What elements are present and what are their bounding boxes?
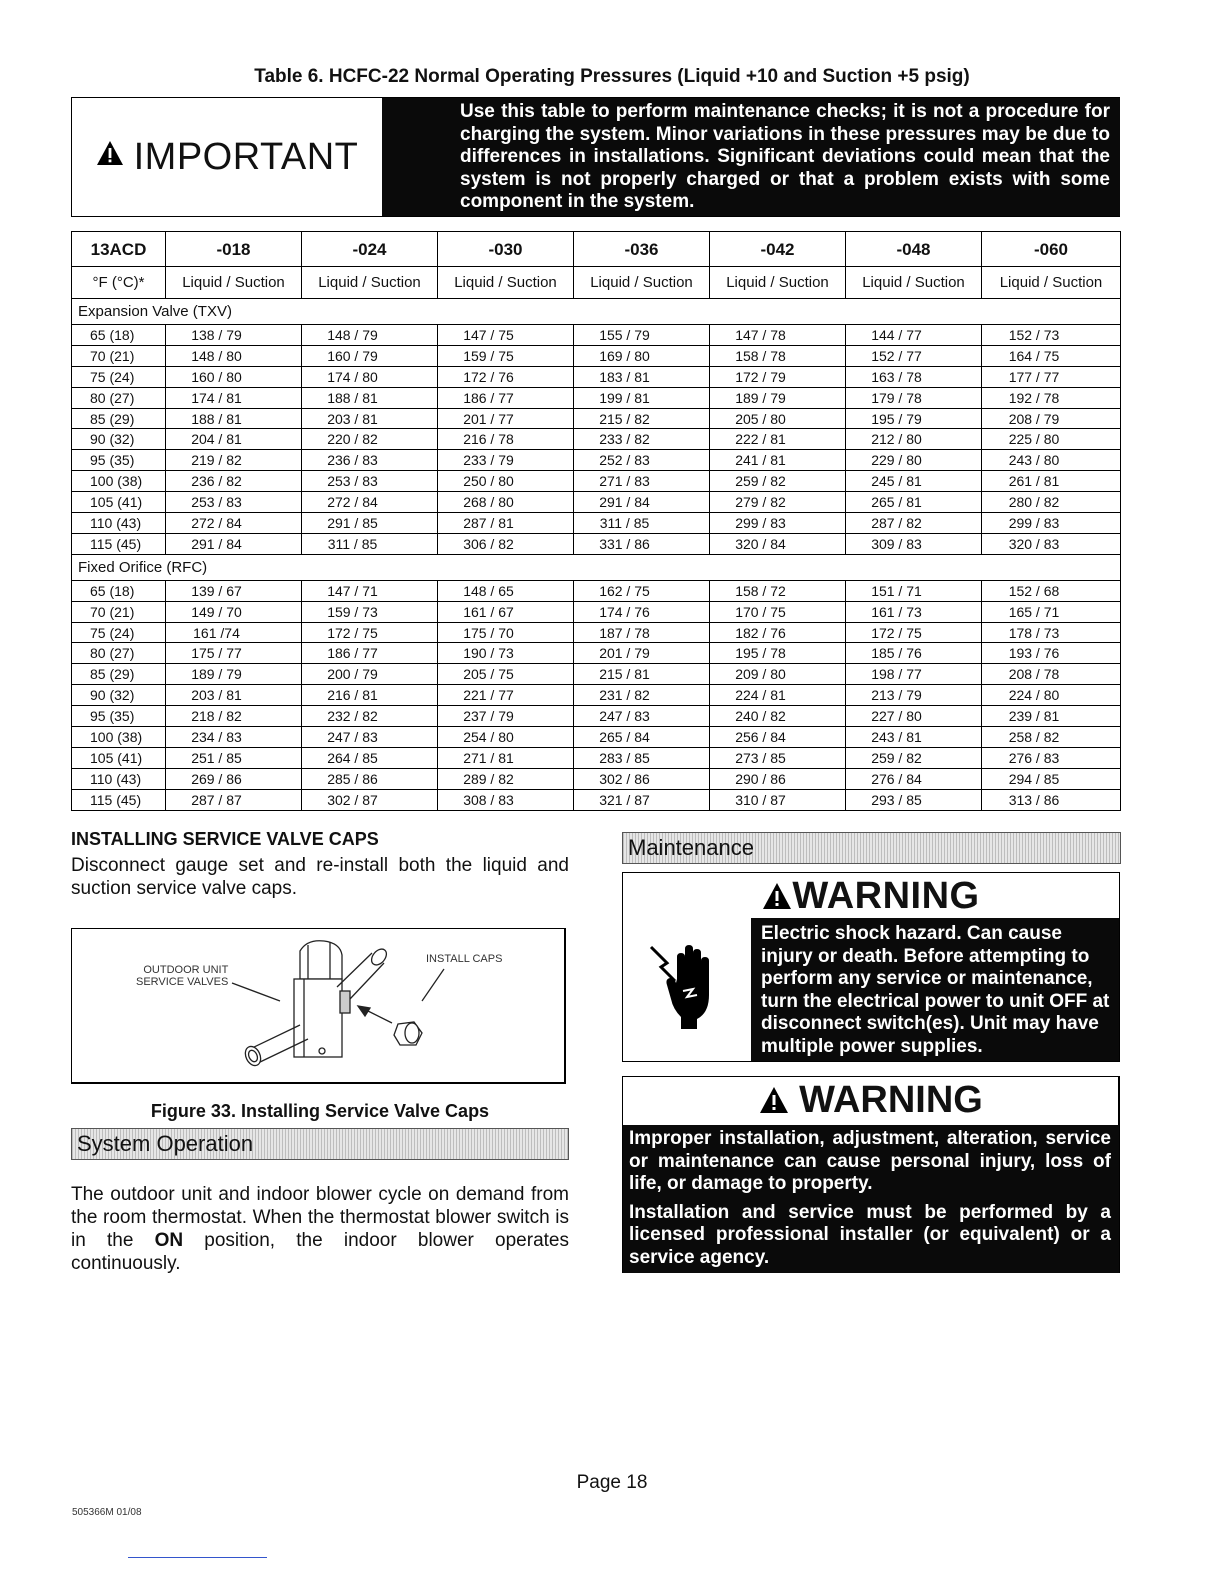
pressure-cell: 253 / 83 [302, 471, 438, 492]
liquid-suction-header: Liquid / Suction [710, 267, 846, 299]
pressure-cell: 299 / 83 [982, 513, 1121, 534]
pressure-cell: 178 / 73 [982, 622, 1121, 643]
pressure-cell: 139 / 67 [166, 580, 302, 601]
model-header: 13ACD [72, 232, 166, 267]
table-row [72, 513, 1121, 534]
pressure-cell: 240 / 82 [710, 706, 846, 727]
column-header: -024 [302, 232, 438, 267]
table-row [72, 727, 1121, 748]
pressure-cell: 273 / 85 [710, 747, 846, 768]
pressure-cell: 175 / 70 [438, 622, 574, 643]
pressure-cell: 261 / 81 [982, 471, 1121, 492]
valve-illustration [72, 929, 565, 1083]
pressure-cell: 302 / 87 [302, 789, 438, 810]
pressure-cell: 293 / 85 [846, 789, 982, 810]
column-header: -048 [846, 232, 982, 267]
pressure-cell: 320 / 83 [982, 533, 1121, 554]
pressure-cell: 276 / 84 [846, 768, 982, 789]
pressure-cell: 195 / 78 [710, 643, 846, 664]
temperature-cell: 75 (24) [72, 366, 166, 387]
pressure-cell: 229 / 80 [846, 450, 982, 471]
table-row [72, 789, 1121, 810]
pressure-cell: 220 / 82 [302, 429, 438, 450]
table-row [72, 622, 1121, 643]
pressure-cell: 331 / 86 [574, 533, 710, 554]
table-section-row [72, 554, 1121, 580]
pressure-cell: 188 / 81 [302, 387, 438, 408]
column-header: -018 [166, 232, 302, 267]
page-number: Page 18 [576, 1472, 648, 1493]
table-row [72, 768, 1121, 789]
table-row [72, 664, 1121, 685]
pressure-table [71, 231, 1121, 811]
pressure-cell: 311 / 85 [302, 533, 438, 554]
pressure-cell: 190 / 73 [438, 643, 574, 664]
pressure-cell: 138 / 79 [166, 325, 302, 346]
pressure-cell: 310 / 87 [710, 789, 846, 810]
pressure-cell: 313 / 86 [982, 789, 1121, 810]
pressure-cell: 299 / 83 [710, 513, 846, 534]
pressure-cell: 179 / 78 [846, 387, 982, 408]
pressure-cell: 254 / 80 [438, 727, 574, 748]
liquid-suction-header: Liquid / Suction [438, 267, 574, 299]
temperature-cell: 95 (35) [72, 706, 166, 727]
pressure-cell: 160 / 80 [166, 366, 302, 387]
pressure-cell: 155 / 79 [574, 325, 710, 346]
pressure-cell: 152 / 77 [846, 345, 982, 366]
pressure-cell: 195 / 79 [846, 408, 982, 429]
liquid-suction-header: Liquid / Suction [166, 267, 302, 299]
pressure-cell: 243 / 80 [982, 450, 1121, 471]
table-row [72, 366, 1121, 387]
pressure-cell: 291 / 85 [302, 513, 438, 534]
pressure-cell: 174 / 76 [574, 601, 710, 622]
pressure-cell: 177 / 77 [982, 366, 1121, 387]
warning1-title-text: WARNING [792, 875, 980, 917]
figure-label-left-1: OUTDOOR UNIT [143, 964, 229, 976]
temperature-cell: 90 (32) [72, 685, 166, 706]
pressure-cell: 232 / 82 [302, 706, 438, 727]
table-row [72, 408, 1121, 429]
pressure-cell: 213 / 79 [846, 685, 982, 706]
pressure-cell: 272 / 84 [166, 513, 302, 534]
pressure-cell: 302 / 86 [574, 768, 710, 789]
section-label: Fixed Orifice (RFC) [72, 554, 1121, 580]
temperature-cell: 115 (45) [72, 789, 166, 810]
pressure-cell: 245 / 81 [846, 471, 982, 492]
improper-installation-warning [622, 1076, 1120, 1273]
table-row [72, 492, 1121, 513]
system-operation-on: ON [154, 1230, 184, 1251]
pressure-cell: 291 / 84 [574, 492, 710, 513]
warning-triangle-icon [759, 1079, 799, 1121]
pressure-cell: 241 / 81 [710, 450, 846, 471]
pressure-cell: 208 / 78 [982, 664, 1121, 685]
temperature-cell: 80 (27) [72, 387, 166, 408]
pressure-cell: 172 / 79 [710, 366, 846, 387]
temperature-cell: 105 (41) [72, 492, 166, 513]
pressure-cell: 224 / 81 [710, 685, 846, 706]
pressure-cell: 258 / 82 [982, 727, 1121, 748]
column-header: -036 [574, 232, 710, 267]
table-row [72, 325, 1121, 346]
pressure-cell: 203 / 81 [302, 408, 438, 429]
column-header: -060 [982, 232, 1121, 267]
pressure-cell: 170 / 75 [710, 601, 846, 622]
pressure-cell: 203 / 81 [166, 685, 302, 706]
pressure-cell: 219 / 82 [166, 450, 302, 471]
figure-label-right: INSTALL CAPS [426, 953, 503, 965]
pressure-cell: 149 / 70 [166, 601, 302, 622]
table-row [72, 387, 1121, 408]
pressure-cell: 164 / 75 [982, 345, 1121, 366]
service-caps-heading: INSTALLING SERVICE VALVE CAPS [71, 829, 379, 849]
pressure-cell: 221 / 77 [438, 685, 574, 706]
pressure-cell: 236 / 82 [166, 471, 302, 492]
temperature-header: °F (°C)* [72, 267, 166, 299]
pressure-cell: 185 / 76 [846, 643, 982, 664]
electric-shock-warning [622, 872, 1120, 1062]
pressure-cell: 209 / 80 [710, 664, 846, 685]
warning1-text: Electric shock hazard. Can cause injury or death. Before attempting to perform any service or maintenance, turn the electrical power to unit OFF at disconnect switch(es). Unit may have multiple power supplies. [751, 918, 1119, 1061]
pressure-cell: 283 / 85 [574, 747, 710, 768]
pressure-cell: 253 / 83 [166, 492, 302, 513]
warning1-title [623, 875, 1119, 918]
pressure-cell: 271 / 81 [438, 747, 574, 768]
service-caps-text: Disconnect gauge set and re-install both the liquid and suction service valve caps. [71, 855, 569, 899]
table-subheader-row [72, 267, 1121, 299]
pressure-cell: 172 / 76 [438, 366, 574, 387]
pressure-cell: 159 / 75 [438, 345, 574, 366]
pressure-cell: 161 / 73 [846, 601, 982, 622]
temperature-cell: 85 (29) [72, 664, 166, 685]
table-row [72, 706, 1121, 727]
pressure-cell: 172 / 75 [846, 622, 982, 643]
pressure-cell: 205 / 75 [438, 664, 574, 685]
important-label-text: IMPORTANT [133, 135, 359, 178]
table-row [72, 533, 1121, 554]
pressure-cell: 269 / 86 [166, 768, 302, 789]
system-operation-heading: System Operation [71, 1128, 569, 1160]
pressure-cell: 259 / 82 [846, 747, 982, 768]
temperature-cell: 110 (43) [72, 768, 166, 789]
pressure-cell: 231 / 82 [574, 685, 710, 706]
warning-triangle-icon [96, 140, 124, 174]
temperature-cell: 65 (18) [72, 580, 166, 601]
pressure-cell: 144 / 77 [846, 325, 982, 346]
pressure-cell: 271 / 83 [574, 471, 710, 492]
pressure-cell: 158 / 78 [710, 345, 846, 366]
warning2-title [623, 1079, 1119, 1122]
pressure-cell: 148 / 65 [438, 580, 574, 601]
temperature-cell: 90 (32) [72, 429, 166, 450]
temperature-cell: 100 (38) [72, 471, 166, 492]
important-text: Use this table to perform maintenance checks; it is not a procedure for charging the system. Minor variations in these pressures may be due to differences in installations. Significant deviations could mean that the system is not properly charged or that a problem exists with some component in the system. [382, 98, 1120, 216]
pressure-cell: 243 / 81 [846, 727, 982, 748]
pressure-cell: 234 / 83 [166, 727, 302, 748]
important-label [72, 98, 382, 216]
pressure-cell: 227 / 80 [846, 706, 982, 727]
pressure-cell: 320 / 84 [710, 533, 846, 554]
pressure-cell: 289 / 82 [438, 768, 574, 789]
pressure-cell: 147 / 75 [438, 325, 574, 346]
pressure-cell: 186 / 77 [438, 387, 574, 408]
table-header-row [72, 232, 1121, 267]
warning2-title-text: WARNING [799, 1079, 983, 1121]
pressure-cell: 280 / 82 [982, 492, 1121, 513]
maintenance-heading: Maintenance [622, 832, 1121, 864]
temperature-cell: 95 (35) [72, 450, 166, 471]
pressure-cell: 205 / 80 [710, 408, 846, 429]
table-section-row [72, 299, 1121, 325]
pressure-cell: 224 / 80 [982, 685, 1121, 706]
figure-label-left-2: SERVICE VALVES [136, 976, 229, 988]
pressure-cell: 212 / 80 [846, 429, 982, 450]
electric-shock-hand-icon [643, 933, 733, 1038]
pressure-cell: 272 / 84 [302, 492, 438, 513]
temperature-cell: 75 (24) [72, 622, 166, 643]
temperature-cell: 65 (18) [72, 325, 166, 346]
pressure-cell: 189 / 79 [710, 387, 846, 408]
pressure-cell: 239 / 81 [982, 706, 1121, 727]
pressure-cell: 204 / 81 [166, 429, 302, 450]
table-row [72, 643, 1121, 664]
pressure-cell: 279 / 82 [710, 492, 846, 513]
important-notice [71, 97, 1120, 217]
pressure-cell: 158 / 72 [710, 580, 846, 601]
pressure-cell: 201 / 79 [574, 643, 710, 664]
pressure-cell: 308 / 83 [438, 789, 574, 810]
pressure-cell: 198 / 77 [846, 664, 982, 685]
pressure-cell: 199 / 81 [574, 387, 710, 408]
pressure-cell: 218 / 82 [166, 706, 302, 727]
pressure-cell: 251 / 85 [166, 747, 302, 768]
pressure-cell: 200 / 79 [302, 664, 438, 685]
pressure-cell: 152 / 68 [982, 580, 1121, 601]
pressure-cell: 165 / 71 [982, 601, 1121, 622]
pressure-cell: 256 / 84 [710, 727, 846, 748]
pressure-cell: 151 / 71 [846, 580, 982, 601]
table-row [72, 580, 1121, 601]
pressure-cell: 201 / 77 [438, 408, 574, 429]
table-row [72, 450, 1121, 471]
footer-rule [128, 1557, 267, 1558]
pressure-cell: 161 /74 [166, 622, 302, 643]
temperature-cell: 70 (21) [72, 345, 166, 366]
pressure-cell: 225 / 80 [982, 429, 1121, 450]
liquid-suction-header: Liquid / Suction [982, 267, 1121, 299]
pressure-cell: 152 / 73 [982, 325, 1121, 346]
pressure-cell: 236 / 83 [302, 450, 438, 471]
temperature-cell: 85 (29) [72, 408, 166, 429]
table-row [72, 471, 1121, 492]
pressure-cell: 287 / 87 [166, 789, 302, 810]
pressure-cell: 268 / 80 [438, 492, 574, 513]
pressure-cell: 208 / 79 [982, 408, 1121, 429]
pressure-cell: 290 / 86 [710, 768, 846, 789]
pressure-cell: 172 / 75 [302, 622, 438, 643]
pressure-cell: 247 / 83 [302, 727, 438, 748]
pressure-cell: 265 / 81 [846, 492, 982, 513]
temperature-cell: 110 (43) [72, 513, 166, 534]
figure-caption: Figure 33. Installing Service Valve Caps [150, 1101, 490, 1121]
temperature-cell: 70 (21) [72, 601, 166, 622]
pressure-cell: 147 / 78 [710, 325, 846, 346]
pressure-cell: 215 / 81 [574, 664, 710, 685]
pressure-cell: 222 / 81 [710, 429, 846, 450]
document-code: 505366M 01/08 [72, 1507, 142, 1518]
pressure-cell: 186 / 77 [302, 643, 438, 664]
system-operation-text-1: The outdoor unit and indoor blower cycle on demand from the room thermostat. When the thermostat blower switch is in the [71, 1184, 569, 1251]
table-title: Table 6. HCFC-22 Normal Operating Pressures (Liquid +10 and Suction +5 psig) [254, 66, 970, 87]
pressure-cell: 294 / 85 [982, 768, 1121, 789]
pressure-cell: 183 / 81 [574, 366, 710, 387]
pressure-cell: 174 / 81 [166, 387, 302, 408]
pressure-cell: 216 / 81 [302, 685, 438, 706]
temperature-cell: 115 (45) [72, 533, 166, 554]
pressure-cell: 321 / 87 [574, 789, 710, 810]
figure-service-valves [71, 928, 566, 1084]
pressure-cell: 264 / 85 [302, 747, 438, 768]
pressure-cell: 187 / 78 [574, 622, 710, 643]
pressure-cell: 161 / 67 [438, 601, 574, 622]
pressure-cell: 250 / 80 [438, 471, 574, 492]
warning2-paragraph-2: Installation and service must be performed by a licensed professional installer (or equivalent) or a service agency. [629, 1201, 1111, 1268]
column-header: -030 [438, 232, 574, 267]
pressure-cell: 237 / 79 [438, 706, 574, 727]
warning2-text [623, 1125, 1119, 1273]
pressure-cell: 193 / 76 [982, 643, 1121, 664]
pressure-cell: 148 / 80 [166, 345, 302, 366]
pressure-cell: 311 / 85 [574, 513, 710, 534]
pressure-cell: 174 / 80 [302, 366, 438, 387]
liquid-suction-header: Liquid / Suction [302, 267, 438, 299]
pressure-cell: 189 / 79 [166, 664, 302, 685]
system-operation-text-2: position, the indoor blower operates continuously. [71, 1230, 569, 1274]
pressure-cell: 182 / 76 [710, 622, 846, 643]
pressure-cell: 169 / 80 [574, 345, 710, 366]
warning-triangle-icon [762, 875, 792, 917]
pressure-cell: 233 / 82 [574, 429, 710, 450]
pressure-cell: 259 / 82 [710, 471, 846, 492]
table-row [72, 429, 1121, 450]
pressure-cell: 233 / 79 [438, 450, 574, 471]
temperature-cell: 100 (38) [72, 727, 166, 748]
table-row [72, 601, 1121, 622]
pressure-cell: 163 / 78 [846, 366, 982, 387]
temperature-cell: 105 (41) [72, 747, 166, 768]
liquid-suction-header: Liquid / Suction [574, 267, 710, 299]
pressure-cell: 285 / 86 [302, 768, 438, 789]
column-header: -042 [710, 232, 846, 267]
pressure-cell: 247 / 83 [574, 706, 710, 727]
pressure-cell: 160 / 79 [302, 345, 438, 366]
pressure-cell: 276 / 83 [982, 747, 1121, 768]
system-operation-text [71, 1183, 569, 1275]
pressure-cell: 287 / 81 [438, 513, 574, 534]
pressure-cell: 306 / 82 [438, 533, 574, 554]
table-row [72, 345, 1121, 366]
pressure-cell: 287 / 82 [846, 513, 982, 534]
pressure-cell: 291 / 84 [166, 533, 302, 554]
warning2-paragraph-1: Improper installation, adjustment, alteration, service or maintenance can cause personal injury, loss of life, or damage to property. [629, 1128, 1111, 1194]
liquid-suction-header: Liquid / Suction [846, 267, 982, 299]
temperature-cell: 80 (27) [72, 643, 166, 664]
pressure-cell: 309 / 83 [846, 533, 982, 554]
pressure-cell: 188 / 81 [166, 408, 302, 429]
pressure-cell: 159 / 73 [302, 601, 438, 622]
table-row [72, 685, 1121, 706]
pressure-cell: 216 / 78 [438, 429, 574, 450]
pressure-cell: 192 / 78 [982, 387, 1121, 408]
pressure-cell: 215 / 82 [574, 408, 710, 429]
pressure-cell: 265 / 84 [574, 727, 710, 748]
pressure-cell: 147 / 71 [302, 580, 438, 601]
pressure-cell: 162 / 75 [574, 580, 710, 601]
pressure-cell: 175 / 77 [166, 643, 302, 664]
section-label: Expansion Valve (TXV) [72, 299, 1121, 325]
pressure-cell: 148 / 79 [302, 325, 438, 346]
pressure-cell: 252 / 83 [574, 450, 710, 471]
table-row [72, 747, 1121, 768]
